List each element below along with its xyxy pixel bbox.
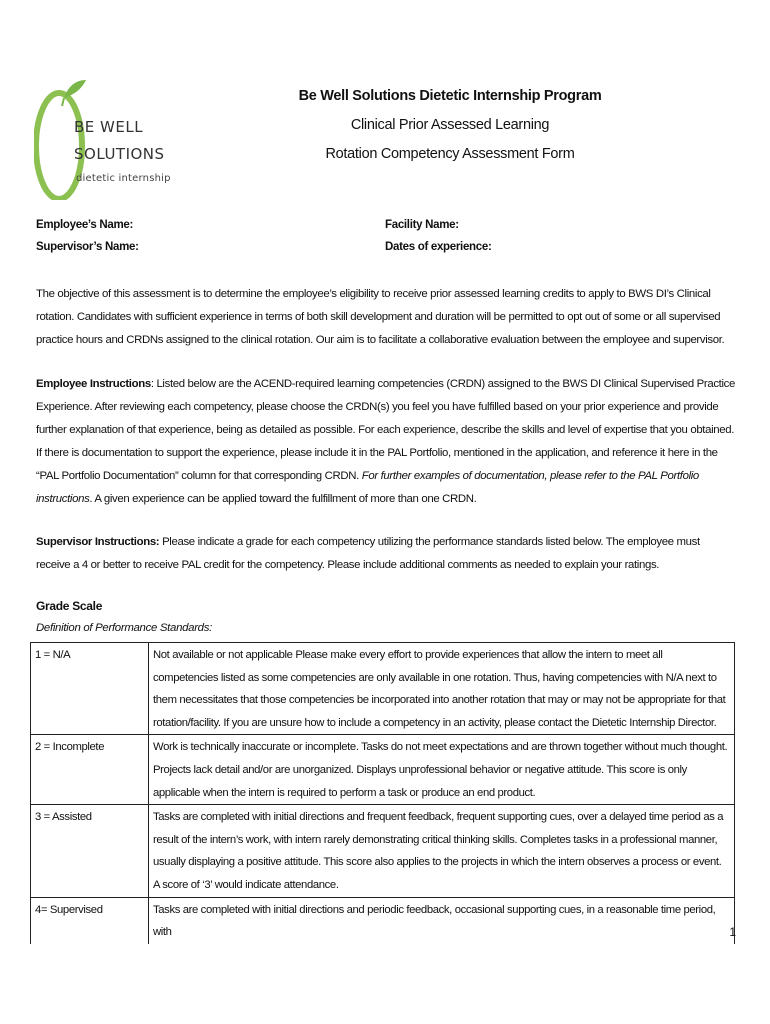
objective-paragraph: The objective of this assessment is to determine the employee’s eligibility to receive prior assessed learning credits to apply to BWS DI’s Clinical rotation. Candidates with sufficient experience in terms of both skill development and duration will be permitted to opt out of some or all supervised practice hours and CRDNs assigned to the clinical rotation. Our aim is to facilitate a collaborative evaluation between the employee and supervisor. [36, 288, 725, 346]
employee-instructions-label: Employee Instructions [36, 378, 151, 390]
grade-level-cell: 2 = Incomplete [31, 735, 149, 805]
logo-line-2: SOLUTIONS [74, 145, 165, 163]
document-title: Be Well Solutions Dietetic Internship Program [298, 88, 602, 104]
table-row [31, 897, 735, 944]
grade-scale-table [30, 642, 735, 944]
facility-name-label: Facility Name: [385, 219, 459, 231]
supervisor-instructions-text: Please indicate a grade for each competency utilizing the performance standards listed below. The employee must receive a 4 or better to receive PAL credit for the competency. Please include additional comments as needed to explain your ratings. [36, 536, 700, 571]
grade-scale-subheading: Definition of Performance Standards: [36, 622, 212, 634]
logo-line-1: BE WELL [74, 118, 144, 136]
employee-instructions-text-2: . A given experience can be applied toward the fulfillment of more than one CRDN. [89, 493, 477, 505]
grade-level-cell: 4= Supervised [31, 897, 149, 944]
document-subtitle-1: Clinical Prior Assessed Learning [350, 117, 550, 133]
grade-description-cell: Tasks are completed with initial directions and periodic feedback, occasional supporting cues, in a reasonable time period, with [149, 897, 735, 944]
supervisor-instructions-paragraph [36, 531, 736, 577]
page-number: 1 [729, 925, 736, 939]
grade-level-cell: 3 = Assisted [31, 805, 149, 897]
employee-instructions-paragraph [36, 373, 736, 511]
dates-of-experience-label: Dates of experience: [385, 241, 492, 253]
employee-instructions-italic: For further examples of documentation, please refer to the PAL Portfolio instructions [36, 470, 699, 505]
table-row [31, 735, 735, 805]
grade-description-cell: Tasks are completed with initial directions and frequent feedback, frequent supporting cues, over a delayed time period as a result of the intern’s work, with intern rarely demonstrating critical thinking skills. Completes tasks in a professional manner, usually displaying a positive attitude. This score also applies to the projects in which the intern observes a process or event. A score of ‘3’ would indicate attendance. [149, 805, 735, 897]
supervisor-instructions-label: Supervisor Instructions: [36, 536, 160, 548]
employee-instructions-text-1: : Listed below are the ACEND-required learning competencies (CRDN) assigned to the BWS DI Clinical Supervised Practice Experience. After reviewing each competency, please choose the CRDN(s) you feel you have fulfilled based on your prior experience and provide further explanation of that experience, being as detailed as possible. For each experience, describe the skills and level of expertise that you obtained. If there is documentation to support the experience, please include it in the PAL Portfolio, mentioned in the application, and reference it here in the “PAL Portfolio Documentation” column for that corresponding CRDN. [36, 378, 736, 482]
grade-description-cell: Not available or not applicable Please make every effort to provide experiences that allow the intern to meet all competencies listed as some competencies are only available in one rotation. Thus, having competencies with N/A next to them necessitates that those competencies be incorporated into another rotation that may or may not be appropriate for that rotation/facility. If you are unsure how to include a competency in an activity, please contact the Dietetic Internship Director. [149, 643, 735, 735]
table-row [31, 643, 735, 735]
supervisor-name-label: Supervisor’s Name: [36, 241, 139, 253]
document-subtitle-2: Rotation Competency Assessment Form [325, 146, 575, 162]
grade-level-cell: 1 = N/A [31, 643, 149, 735]
employee-name-label: Employee’s Name: [36, 219, 134, 231]
logo-line-3: dietetic internship [76, 173, 171, 184]
grade-description-cell: Work is technically inaccurate or incomplete. Tasks do not meet expectations and are thrown together without much thought. Projects lack detail and/or are unorganized. Displays unprofessional behavior or negative attitude. This score is only applicable when the intern is required to perform a task or produce an end product. [149, 735, 735, 805]
grade-scale-heading: Grade Scale [36, 599, 103, 613]
logo-leaf [64, 80, 86, 98]
logo-stem [62, 98, 64, 106]
table-row [31, 805, 735, 897]
